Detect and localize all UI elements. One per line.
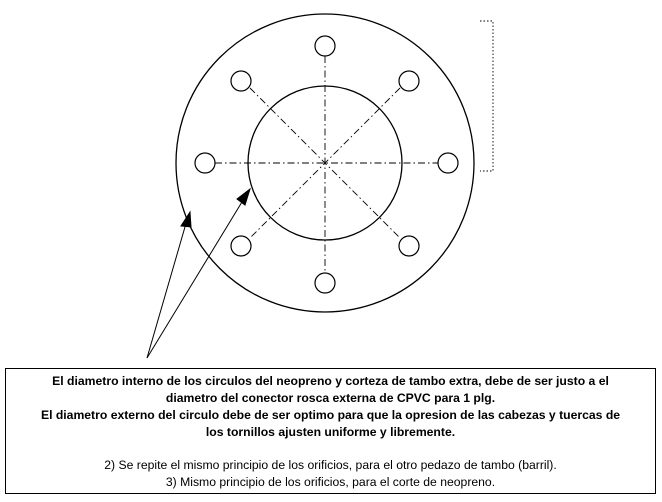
- bolt-hole: [315, 273, 335, 293]
- bolt-hole: [231, 71, 251, 91]
- bolt-hole: [438, 153, 458, 173]
- note-bold-line: El diametro interno de los circulos del neopreno y corteza de tambo extra, debe de ser justo a el: [52, 374, 609, 388]
- notes-box: [5, 368, 656, 494]
- dimension-bracket: [480, 21, 493, 171]
- bolt-hole: [399, 236, 419, 256]
- note-line-3: 3) Mismo principio de los orificios, para el corte de neopreno.: [165, 475, 496, 489]
- bolt-hole: [195, 153, 215, 173]
- note-bold-line: diametro del conector rosca externa de CPVC para 1 plg.: [165, 391, 496, 405]
- bolt-hole: [231, 236, 251, 256]
- pointer-arrows: [147, 189, 250, 358]
- bolt-hole: [399, 71, 419, 91]
- bolt-hole: [315, 36, 335, 56]
- note-bold-line: El diametro externo del circulo debe de ser optimo para que la opresion de las cabezas y tuercas de: [40, 408, 621, 422]
- note-line-2: 2) Se repite el mismo principio de los orificios, para el otro pedazo de tambo (barril).: [104, 458, 557, 472]
- note-bold-line: los tornillos ajusten uniforme y libremente.: [205, 425, 456, 439]
